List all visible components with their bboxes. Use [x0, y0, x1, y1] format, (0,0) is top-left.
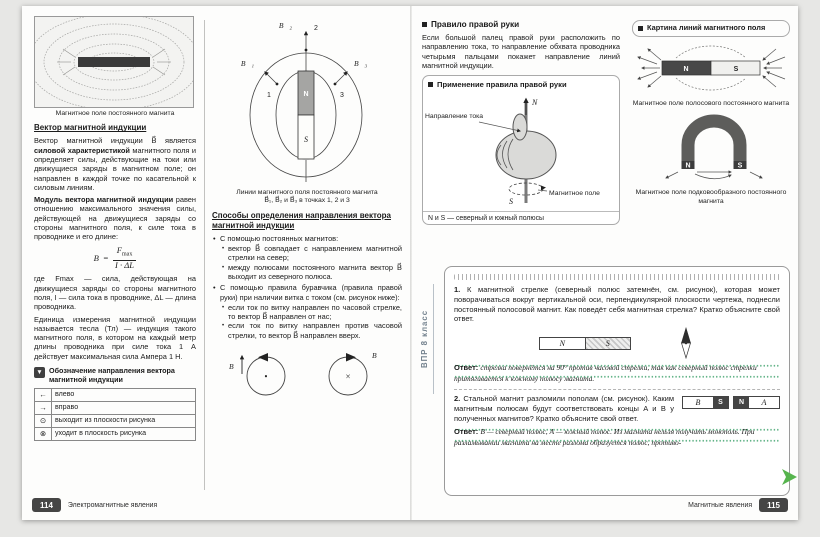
- current-direction-label: Направление тока: [425, 113, 484, 121]
- heading-text: Картина линий магнитного поля: [647, 23, 766, 32]
- formula-magnetic-induction: [34, 246, 196, 271]
- loop-counterclockwise: [228, 344, 294, 400]
- point-label-2: 2: [314, 25, 318, 32]
- table-row: [35, 415, 195, 428]
- pole-s-label: S: [713, 397, 728, 408]
- pole-n-label: N: [559, 338, 565, 348]
- b-in-symbol: ×: [345, 371, 351, 382]
- pole-n-label: N: [532, 98, 538, 108]
- heading-right-hand-rule: [422, 20, 620, 30]
- answer-1: [454, 362, 780, 385]
- vector-label: B⃗: [229, 362, 240, 372]
- formula-var: F: [116, 244, 122, 255]
- heading-vector-induction: Вектор магнитной индукции: [34, 123, 147, 133]
- answer-text: стрелка повернётся на 90° против часовой стрелки, так как северный полюс стрелки притягивается к южному полюсу магнита.: [454, 363, 757, 384]
- question-number: 1.: [454, 285, 461, 294]
- direction-table-title: Обозначение направления вектора магнитной индукции: [49, 366, 175, 384]
- pole-s-label: S: [737, 162, 743, 170]
- answer-label: Ответ:: [454, 426, 479, 436]
- square-bullet-icon: [428, 82, 433, 87]
- table-row: [35, 389, 195, 402]
- caption-line: B⃗₁, B⃗₂ и B⃗₃ в точках 1, 2 и 3: [264, 197, 350, 205]
- page-left: [30, 16, 404, 494]
- iron-filings-image: [34, 16, 194, 108]
- rule-application-box: [422, 75, 620, 225]
- heading-text: Правило правой руки: [431, 20, 520, 29]
- horseshoe-magnet-caption: Магнитное поле подковообразного постоянного магнита: [635, 189, 787, 205]
- field-lines-diagram: [212, 16, 402, 189]
- direction-symbol: →: [35, 402, 52, 414]
- text-run-bold: Модуль вектора магнитной индукции: [34, 195, 174, 205]
- chapter-label: Магнитные явления: [688, 501, 753, 509]
- methods-list: [212, 234, 402, 340]
- question-text: К магнитной стрелке (северный полюс затемнён, см. рисунок), которая может поворачиваться вокруг вертикальной оси, перпендикулярной плоскости чертежа, поднесли постоянный полосовой магнит. Как поведёт себя магнитная стрелка? Кратко объясните свой ответ.: [454, 285, 780, 324]
- pointer-icon: ▼: [34, 367, 45, 378]
- hatch-strip: [454, 274, 780, 280]
- page-right: [418, 16, 792, 500]
- list-item-text: С помощью постоянных магнитов:: [220, 233, 339, 243]
- answer-text: B — северный полюс, A — южный полюс. Из магнита нельзя получить монополь. При разламывании магнита на месте разлома образуется полюс, противо-: [454, 426, 755, 447]
- left-column-2: [212, 16, 402, 400]
- question-2: [454, 394, 780, 425]
- current-loops-diagram: [212, 344, 402, 400]
- list-subitem: • если ток по витку направлен против часовой стрелки, то вектор B⃗ направлен вверх.: [220, 321, 402, 340]
- question-text: Стальной магнит разломили пополам (см. рисунок). Каким магнитным полюсам будут соответствовать концы A и B у полученных магнитов? Кратко объясните свой ответ.: [454, 394, 674, 423]
- book-spread: [22, 6, 798, 520]
- footer-left: [32, 498, 157, 512]
- application-box-header: [423, 76, 619, 91]
- point-label-1: 1: [267, 92, 271, 99]
- vector-label-b1: B⃗₁: [240, 59, 254, 68]
- question-1: [454, 285, 780, 324]
- end-a-label: A: [749, 397, 779, 408]
- paragraph-rule: Если большой палец правой руки расположить по направлению тока, то направление обхвата проводника четырьмя пальцами покажет направление линий магнитной индукции.: [422, 33, 620, 70]
- question-1-figure: [454, 327, 780, 359]
- text-run: магнитного поля и определяет силы, действующие на токи или движущиеся заряды в магнитном поле; он направлен в каждой точке по касательной к силовым линиям.: [34, 145, 197, 192]
- footer-right: [688, 498, 788, 512]
- questions-box: [444, 266, 790, 496]
- formula-subscript: max: [121, 251, 133, 258]
- direction-label: влево: [55, 390, 75, 399]
- hand-illustration: [423, 91, 619, 211]
- left-column-1: [34, 16, 196, 441]
- end-b-label: B: [683, 397, 713, 408]
- list-item: [212, 283, 402, 340]
- pole-n-label: N: [683, 65, 689, 73]
- magnetic-field-label: Магнитное поле: [549, 190, 600, 198]
- poles-legend: N и S — северный и южный полюсы: [423, 211, 619, 224]
- dashed-separator: [454, 389, 780, 390]
- list-item: [212, 234, 402, 281]
- square-bullet-icon: [422, 22, 427, 27]
- point-label-3: 3: [340, 92, 344, 99]
- direction-symbol: ⊙: [35, 415, 52, 427]
- direction-label: выходит из плоскости рисунка: [55, 416, 156, 425]
- pole-n-label: N: [685, 162, 691, 170]
- horseshoe-magnet-figure: [632, 111, 790, 188]
- page-number-badge: 114: [32, 498, 61, 512]
- vpr-sidebar-label: ВПР 8 класс: [420, 284, 434, 394]
- list-subitem: • между полюсами постоянного магнита вектор B⃗ выходит из северного полюса.: [220, 263, 402, 282]
- magnet-piece-2: [733, 396, 780, 409]
- question-number: 2.: [454, 394, 461, 404]
- list-item-text: С помощью правила буравчика (правила правой руки) при наличии витка с током (см. рисунок ниже):: [220, 283, 402, 302]
- direction-table: [34, 388, 196, 441]
- answer-label: Ответ:: [454, 363, 479, 373]
- caption-line: Линии магнитного поля постоянного магнита: [236, 189, 378, 196]
- page-turn-arrow: [782, 468, 798, 491]
- page-number-badge: 115: [759, 498, 788, 512]
- table-row: [35, 402, 195, 415]
- vector-label: B⃗: [372, 351, 383, 361]
- table-row: [35, 428, 195, 441]
- direction-table-header: [34, 367, 196, 385]
- paragraph-tesla: Единица измерения магнитной индукции называется тесла (Тл) — индукция такого магнитного поля, в котором на каждый метр длины проводника при силе тока 1 А действует максимальная сила Ампера 1 Н.: [34, 314, 196, 361]
- formula-equals: =: [102, 253, 109, 264]
- pole-s-label: S: [585, 338, 631, 349]
- right-column-2: [632, 20, 790, 209]
- bar-magnet-small: [539, 337, 631, 350]
- pole-n-label: N: [734, 397, 749, 408]
- text-run: равен отношению максимального значения силы, действующей на движущиеся заряды со стороны магнитного поля, к силе тока в проводнике и его длине:: [34, 195, 196, 242]
- bar-magnet-figure: [632, 40, 790, 99]
- square-bullet-icon: [638, 26, 643, 31]
- photo-caption: Магнитное поле постоянного магнита: [55, 110, 175, 117]
- list-subitem: • вектор B⃗ совпадает с направлением магнитной стрелки на север;: [220, 244, 402, 263]
- list-subitem: • если ток по витку направлен по часовой стрелке, то вектор B⃗ направлен от нас;: [220, 303, 402, 322]
- pole-s-label: S: [509, 197, 513, 207]
- paragraph-vector-definition: [34, 136, 196, 192]
- right-column-1: [422, 20, 620, 225]
- heading-text: Применение правила правой руки: [437, 80, 567, 90]
- column-divider: [204, 20, 205, 490]
- direction-symbol: ⊗: [35, 428, 52, 440]
- loop-clockwise: [320, 344, 386, 400]
- magnet-piece-1: [682, 396, 729, 409]
- page-fold: [410, 6, 412, 520]
- formula-lhs: B: [93, 253, 99, 264]
- paragraph-module: [34, 195, 196, 241]
- paragraph-where: где Fmax — сила, действующая на движущиеся заряды со стороны магнитного поля, I — сила тока в проводнике, ΔL — длина проводника.: [34, 274, 196, 312]
- vector-label-b2: B⃗₂: [278, 21, 292, 30]
- pole-s-label: S: [733, 65, 739, 73]
- bar-magnet-caption: Магнитное поле полосового постоянного магнита: [632, 99, 790, 107]
- question-2-figure: [682, 396, 780, 409]
- heading-field-pictures: [632, 20, 790, 37]
- iron-filings-photo: [34, 16, 196, 118]
- compass-needle: [677, 327, 695, 359]
- formula-fraction: [113, 246, 137, 271]
- heading-methods: Способы определения направления вектора магнитной индукции: [212, 210, 391, 230]
- pole-s-label: S: [304, 135, 308, 144]
- direction-label: вправо: [55, 403, 79, 412]
- direction-label: уходит в плоскость рисунка: [55, 429, 147, 438]
- answer-2: [454, 426, 780, 449]
- text-run: Вектор магнитной индукции B⃗ является: [34, 136, 196, 146]
- chapter-label: Электромагнитные явления: [67, 501, 158, 509]
- vector-label-b3: B⃗₃: [354, 59, 368, 68]
- b-out-symbol: •: [264, 371, 268, 382]
- pole-n-label: N: [303, 91, 309, 98]
- formula-numerator: [113, 246, 137, 262]
- field-lines-caption: [212, 189, 402, 206]
- text-run-bold: силовой характеристикой: [34, 145, 130, 155]
- formula-denominator: I · ΔL: [114, 260, 135, 271]
- direction-symbol: ←: [35, 389, 52, 401]
